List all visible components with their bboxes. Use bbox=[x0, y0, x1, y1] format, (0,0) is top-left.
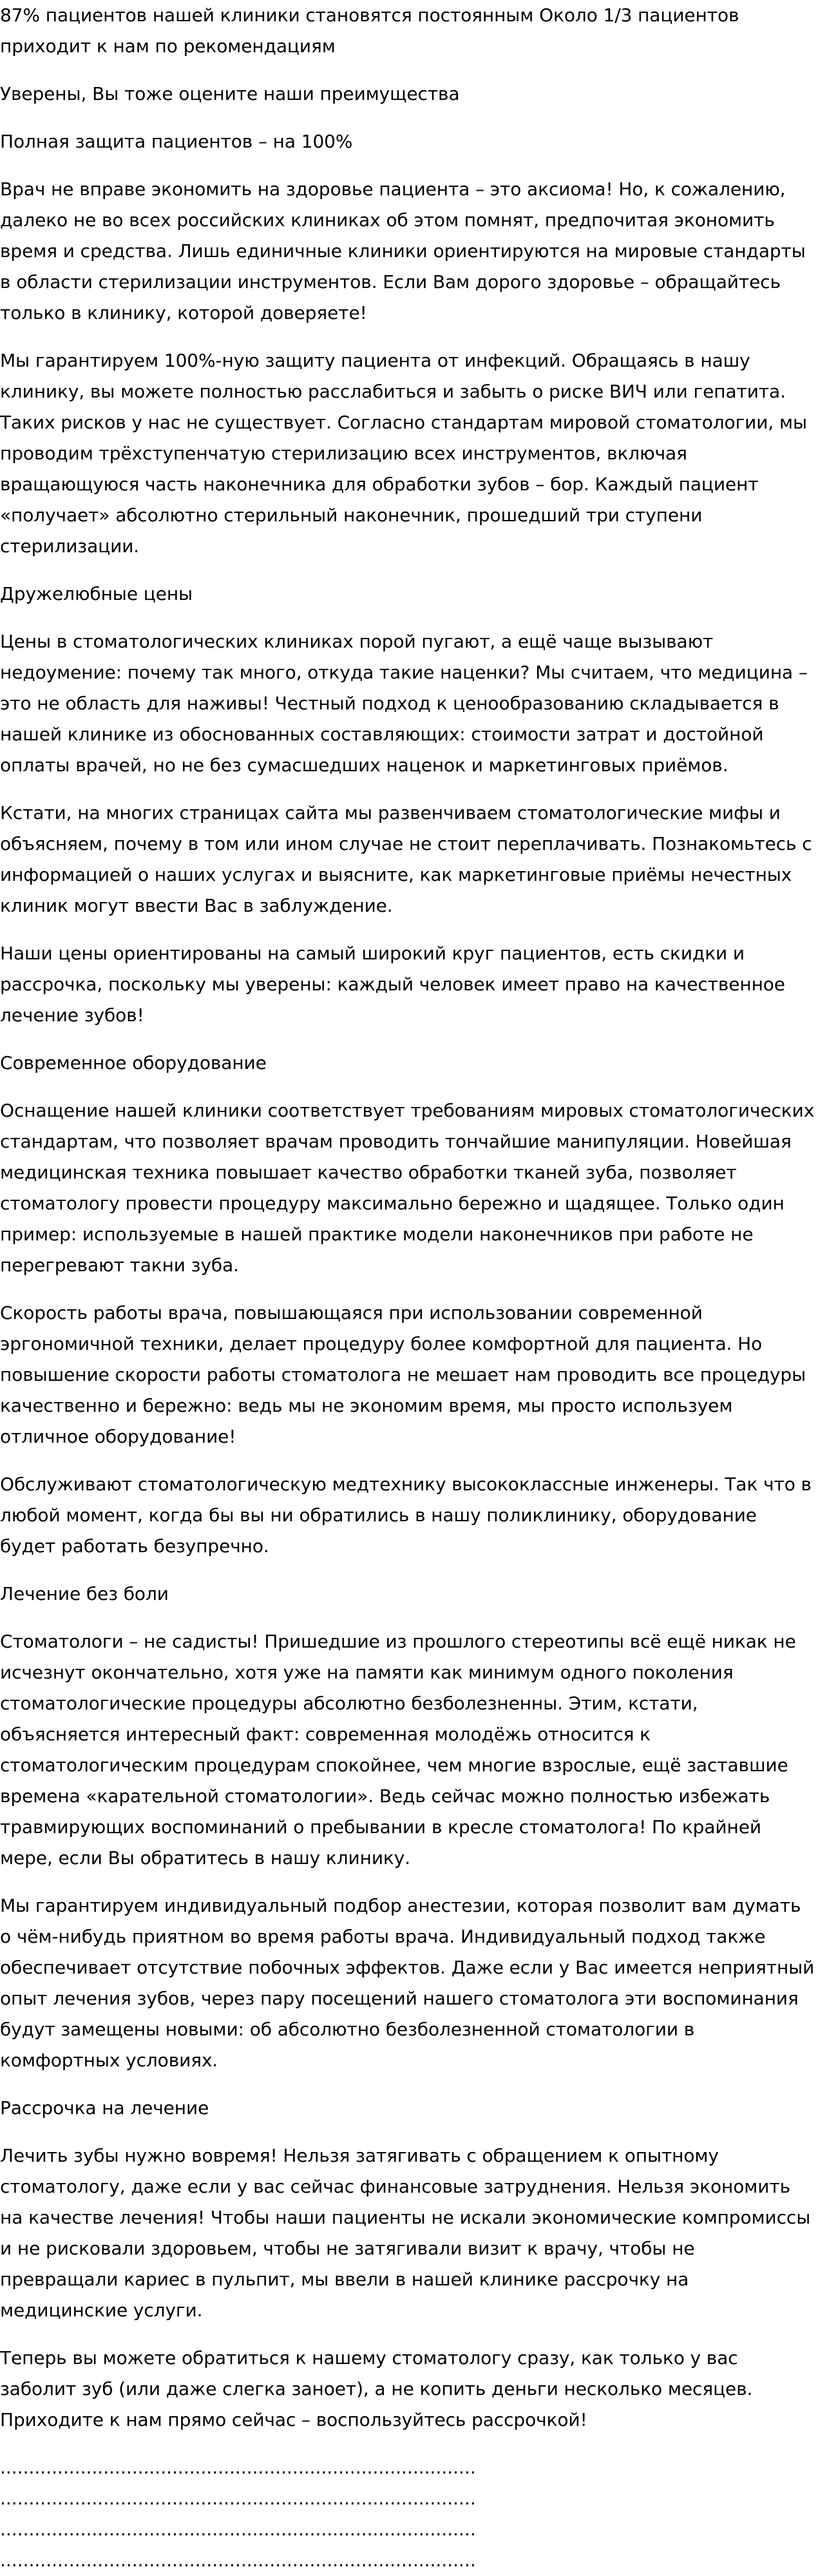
section-heading-protection: Полная защита пациентов – на 100% bbox=[0, 131, 353, 152]
prices-paragraph-1: Цены в стоматологических клиниках порой пугают, а ещё чаще вызывают недоумение: почему так много, откуда такие наценки? Мы считаем, что медицина – это не область для наживы! Честный подход к ценообразованию складывается в нашей клинике из обоснованных составляющих: стоимости затрат и достойной оплаты врачей, но не без сумасшедших наценок и маркетинговых приёмов. bbox=[0, 631, 808, 776]
dotted-line: ................................................................................... bbox=[0, 2457, 476, 2478]
intro-stats-text: 87% пациентов нашей клиники становятся постоянным Около 1/3 пациентов приходит к нам по рекомендациям bbox=[0, 5, 739, 57]
protection-paragraph-2: Мы гарантируем 100%-ную защиту пациента от инфекций. Обращаясь в нашу клинику, вы можете полностью расслабиться и забыть о риске ВИЧ или гепатита. Таких рисков у нас не существует. Согласно стандартам мировой стоматологии, мы проводим трёхступенчатую стерилизацию всех инструментов, включая вращающуюся часть наконечника для обработки зубов – бор. Каждый пациент «получает» абсолютно стерильный наконечник, прошедший три ступени стерилизации. bbox=[0, 350, 808, 557]
advantages-heading: Уверены, Вы тоже оцените наши преимущества bbox=[0, 83, 460, 104]
dotted-line: ................................................................................... bbox=[0, 2488, 476, 2509]
painless-paragraph-2: Мы гарантируем индивидуальный подбор анестезии, которая позволит вам думать о чём-нибудь приятном во время работы врача. Индивидуальный подход также обеспечивает отсутствие побочных эффектов. Даже если у Вас имеется неприятный опыт лечения зубов, через пару посещений нашего стоматолога эти воспоминания будут замещены новыми: об абсолютно безболезненной стоматологии в комфортных условиях. bbox=[0, 1895, 815, 2071]
protection-paragraph-1: Врач не вправе экономить на здоровье пациента – это аксиома! Но, к сожалению, далеко не во всех российских клиниках об этом помнят, предпочитая экономить время и средства. Лишь единичные клиники ориентируются на мировые стандарты в области стерилизации инструментов. Если Вам дорого здоровье – обращайтесь только в клинику, которой доверяете! bbox=[0, 178, 806, 323]
equipment-paragraph-3: Обслуживают стоматологическую медтехнику высококлассные инженеры. Так что в любой момент, когда бы вы ни обратились в нашу поликлинику, оборудование будет работать безупречно. bbox=[0, 1474, 812, 1557]
dotted-line: ................................................................................... bbox=[0, 2519, 476, 2540]
prices-paragraph-3: Наши цены ориентированы на самый широкий круг пациентов, есть скидки и рассрочка, поскольку мы уверены: каждый человек имеет право на качественное лечение зубов! bbox=[0, 943, 785, 1026]
dotted-separator-group bbox=[0, 2452, 815, 2576]
installment-paragraph-1: Лечить зубы нужно вовремя! Нельзя затягивать с обращением к опытному стоматологу, даже если у вас сейчас финансовые затруднения. Нельзя экономить на качестве лечения! Чтобы наши пациенты не искали экономические компромиссы и не рисковали здоровьем, чтобы не затягивали визит к врачу, чтобы не превращали кариес в пульпит, мы ввели в нашей клинике рассрочку на медицинские услуги. bbox=[0, 2145, 811, 2321]
section-heading-prices: Дружелюбные цены bbox=[0, 583, 193, 604]
section-heading-installment: Рассрочка на лечение bbox=[0, 2097, 209, 2119]
painless-paragraph-1: Стоматологи – не садисты! Пришедшие из прошлого стереотипы всё ещё никак не исчезнут окончательно, хотя уже на памяти как минимум одного поколения стоматологические процедуры абсолютно безболезненны. Этим, кстати, объясняется интересный факт: современная молодёжь относится к стоматологическим процедурам спокойнее, чем многие взрослые, ещё заставшие времена «карательной стоматологии». Ведь сейчас можно полностью избежать травмирующих воспоминаний о пребывании в кресле стоматолога! По крайней мере, если Вы обратитесь в нашу клинику. bbox=[0, 1631, 796, 1869]
dotted-line: ................................................................................... bbox=[0, 2550, 476, 2571]
equipment-paragraph-2: Скорость работы врача, повышающаяся при использовании современной эргономичной техники, делает процедуру более комфортной для пациента. Но повышение скорости работы стоматолога не мешает нам проводить все процедуры качественно и бережно: ведь мы не экономим время, мы просто используем отличное оборудование! bbox=[0, 1302, 806, 1447]
section-heading-painless: Лечение без боли bbox=[0, 1583, 169, 1604]
installment-paragraph-2: Теперь вы можете обратиться к нашему стоматологу сразу, как только у вас заболит зуб (или даже слегка заноет), а не копить деньги несколько месяцев. Приходите к нам прямо сейчас – воспользуйтесь рассрочкой! bbox=[0, 2347, 753, 2430]
section-heading-equipment: Современное оборудование bbox=[0, 1052, 267, 1073]
equipment-paragraph-1: Оснащение нашей клиники соответствует требованиям мировых стоматологических стандартам, что позволяет врачам проводить тончайшие манипуляции. Новейшая медицинская техника повышает качество обработки тканей зуба, позволяет стоматологу провести процедуру максимально бережно и щадящее. Только один пример: используемые в нашей практике модели наконечников при работе не перегревают такни зуба. bbox=[0, 1100, 815, 1276]
prices-paragraph-2: Кстати, на многих страницах сайта мы развенчиваем стоматологические мифы и объясняем, почему в том или ином случае не стоит переплачивать. Познакомьтесь с информацией о наших услугах и выясните, как маркетинговые приёмы нечестных клиник могут ввести Вас в заблуждение. bbox=[0, 802, 812, 916]
